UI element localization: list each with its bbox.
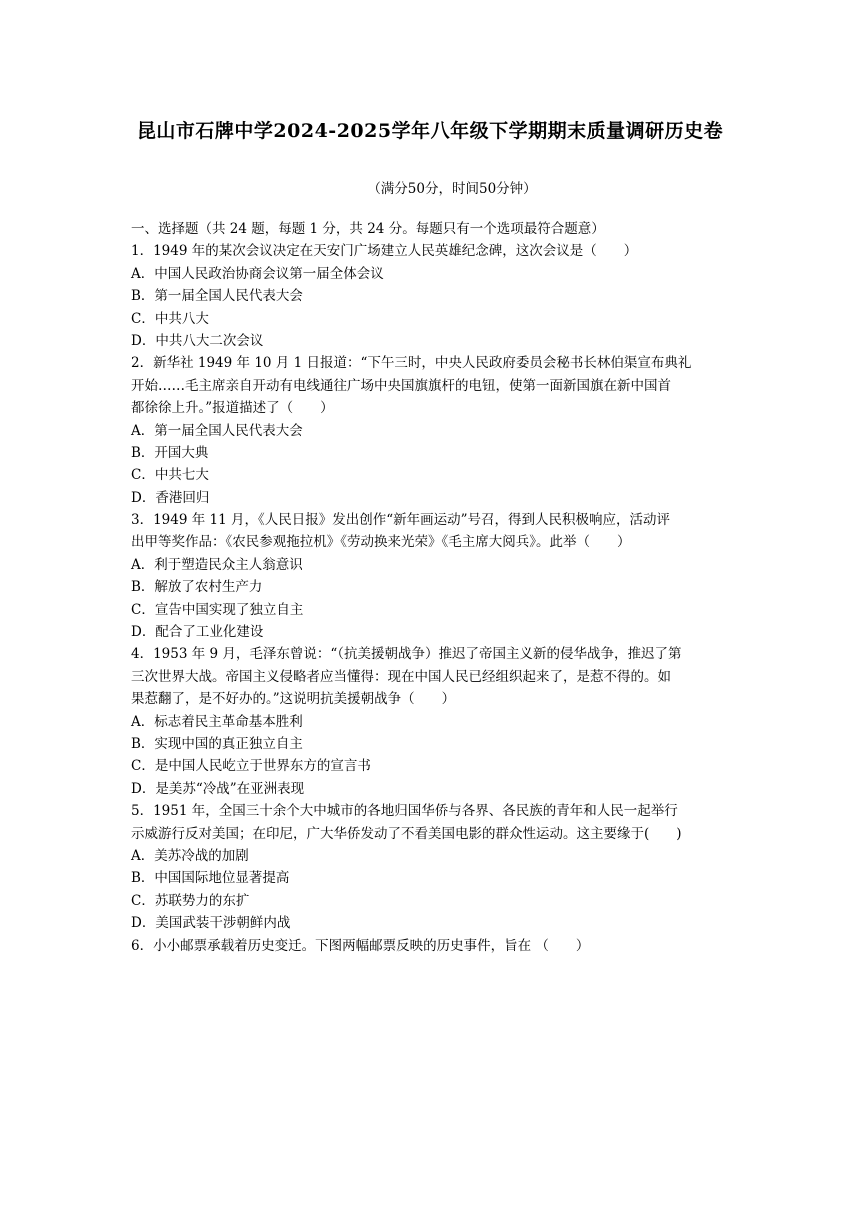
option-d: D．香港回归 [131, 489, 210, 506]
option-c: C．是中国人民屹立于世界东方的宣言书 [131, 758, 371, 775]
option-a: A．利于塑造民众主人翁意识 [131, 556, 303, 573]
option-d: D．美国武装干涉朝鲜内战 [131, 915, 291, 932]
option-c: C．宣告中国实现了独立自主 [131, 601, 304, 618]
question-stem: 都徐徐上升。”报道描述了（ ） [131, 400, 334, 417]
option-c: C．中共七大 [131, 467, 209, 484]
question-stem: 示威游行反对美国；在印尼，广大华侨发动了不看美国电影的群众性运动。这主要缘于( ) [131, 825, 682, 842]
option-a: A．美苏冷战的加剧 [131, 847, 249, 864]
question-6 [131, 935, 735, 957]
question-stem: 6．小小邮票承载着历史变迁。下图两幅邮票反映的历史事件，旨在 （ ） [131, 937, 590, 954]
option-b: B．第一届全国人民代表大会 [131, 288, 303, 305]
option-d: D．配合了工业化建设 [131, 624, 264, 641]
question-3 [131, 509, 735, 643]
option-c: C．中共八大 [131, 310, 209, 327]
question-stem: 5．1951 年，全国三十余个大中城市的各地归国华侨与各界、各民族的青年和人民一起举行 [131, 803, 678, 820]
exam-title: 昆山市石牌中学2024-2025学年八年级下学期期末质量调研历史卷 [136, 120, 724, 142]
question-stem: 4．1953 年 9 月，毛泽东曾说：“（抗美援朝战争）推迟了帝国主义新的侵华战争，推迟了第 [131, 646, 682, 663]
question-5 [131, 800, 735, 934]
option-d: D．中共八大二次会议 [131, 332, 264, 349]
question-2 [131, 352, 735, 509]
option-d: D．是美苏“冷战”在亚洲表现 [131, 780, 305, 797]
option-a: A．第一届全国人民代表大会 [131, 422, 303, 439]
question-stem: 三次世界大战。帝国主义侵略者应当懂得：现在中国人民已经组织起来了，是惹不得的。如 [131, 668, 671, 685]
question-stem: 3．1949 年 11 月，《人民日报》发出创作“新年画运动”号召，得到人民积极响应，活动评 [131, 512, 671, 529]
question-stem: 果惹翻了，是不好办的。”这说明抗美援朝战争（ ） [131, 691, 456, 708]
exam-content [131, 218, 735, 957]
question-stem: 1．1949 年的某次会议决定在天安门广场建立人民英雄纪念碑，这次会议是（ ） [131, 243, 638, 260]
exam-subtitle: （满分50分，时间50分钟） [367, 181, 537, 197]
option-b: B．解放了农村生产力 [131, 579, 263, 596]
option-b: B．实现中国的真正独立自主 [131, 735, 303, 752]
option-b: B．中国国际地位显著提高 [131, 870, 290, 887]
question-1 [131, 240, 735, 352]
question-stem: 开始……毛主席亲自开动有电线通往广场中央国旗旗杆的电钮，使第一面新国旗在新中国首 [131, 377, 671, 394]
option-c: C．苏联势力的东扩 [131, 892, 250, 909]
question-4 [131, 643, 735, 800]
option-a: A．标志着民主革命基本胜利 [131, 713, 303, 730]
option-b: B．开国大典 [131, 444, 209, 461]
question-stem: 2．新华社 1949 年 10 月 1 日报道：“下午三时，中央人民政府委员会秘书长林伯渠宣布典礼 [131, 355, 692, 372]
option-a: A．中国人民政治协商会议第一届全体会议 [131, 265, 384, 282]
question-stem: 出甲等奖作品：《农民参观拖拉机》《劳动换来光荣》《毛主席大阅兵》。此举（ ） [131, 534, 631, 551]
section-heading: 一、选择题（共 24 题，每题 1 分，共 24 分。每题只有一个选项最符合题意） [131, 221, 605, 237]
